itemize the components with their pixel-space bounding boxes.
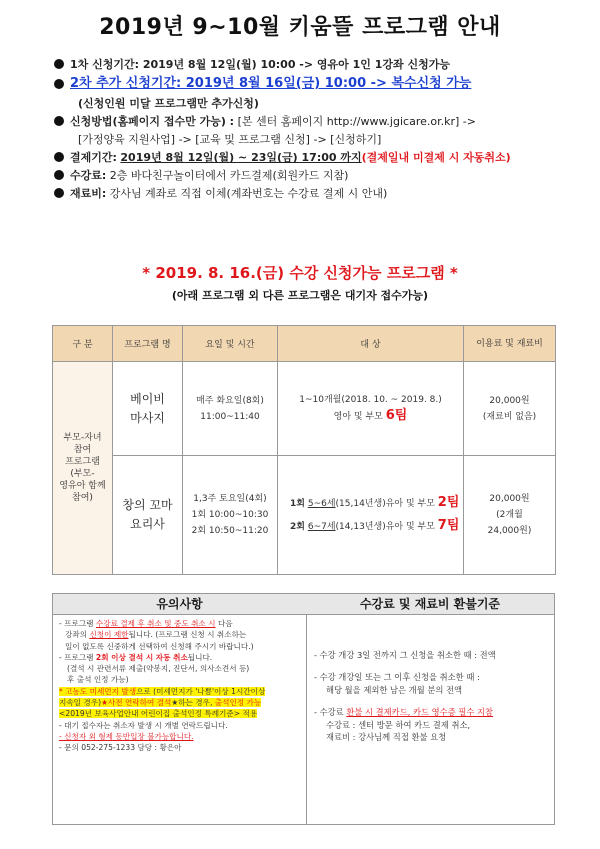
second-round-note: (신청인원 미달 프로그램만 추가신청): [78, 97, 259, 110]
bullet-dot-icon: [54, 152, 64, 162]
program-table: [52, 325, 556, 575]
bullet-fee: 수강료: 2층 바다친구놀이터에서 카드결제(회원카드 지참): [52, 169, 582, 182]
bullet-dot-icon: [54, 116, 64, 126]
header-fee: 이용료 및 재료비: [464, 326, 556, 362]
notes-box: [52, 593, 555, 825]
section-title: * 2019. 8. 16.(금) 수강 신청가능 프로그램 *: [142, 264, 458, 282]
bullet-method: 신청방법(홈페이지 접수만 가능) : [본 센터 홈페이지 http://www.jgicare.or.kr] ->: [52, 115, 582, 128]
program-name: 베이비 마사지: [113, 362, 183, 456]
bullet-second-round: 2차 추가 신청기간: 2019년 8월 16일(금) 10:00 -> 복수신청 가능: [52, 76, 582, 92]
program-target: 1회 5~6세(15,14년생)유아 및 부모 2팀 2회 6~7세(14,13년생)유아 및 부모 7팀: [278, 456, 464, 575]
header-category: 구 분: [53, 326, 113, 362]
bullet-dot-icon: [54, 188, 64, 198]
header-target: 대 상: [278, 326, 464, 362]
refund-panel: [306, 594, 554, 824]
bullet-payment-period: 결제기간: 2019년 8월 12일(월) ~ 23일(금) 17:00 까지(결제일내 미결제 시 자동취소): [52, 151, 582, 164]
category-cell: 부모-자녀 참여 프로그램 (부모- 영유아 함께 참여): [53, 362, 113, 575]
bullet-first-round: 1차 신청기간: 2019년 8월 12일(월) 10:00 -> 영유아 1인 1강좌 신청가능: [52, 58, 582, 71]
info-bullets: [52, 58, 582, 205]
page-title: 2019년 9~10월 키움뜰 프로그램 안내: [99, 15, 501, 40]
precautions-panel: [53, 594, 307, 824]
precautions-list: - 프로그램 수강료 결제 후 취소 및 중도 취소 시 다음 강좌의 신청이 제한됩니다. (프로그램 신청 시 취소하는 일이 없도록 신중하게 선택하여 신청해 주시기 바랍니다.) - 프로그램 2회 이상 결석 시 자동 취소됩니다. (결석 시 관련서류 제출(약봉지, 진단서, 의사소견서 등) 후 출석 인정 가능) * 고농도 미세먼지 발생으로 (미세먼지가 '나쁨'이상 1시간이상 지속일 경우)★사전 연락하여 결석★하는 경우, 출석인정 가능 <2019년 보육사업안내 어린이집 출석인정 특례기준> 적용 - 대기 접수자는 취소자 발생 시 개별 연락드립니다. - 신청자 외 형제 동반입장 불가능합니다. - 문의 052-275-1233 담당 : 황은아: [59, 619, 266, 753]
program-time: 1,3주 토요일(4회) 1회 10:00~10:30 2회 10:50~11:20: [183, 456, 278, 575]
program-time: 매주 화요일(8회) 11:00~11:40: [183, 362, 278, 456]
homepage-link[interactable]: [본 센터 홈페이지 http://www.jgicare.or.kr] ->: [237, 115, 476, 128]
header-program-name: 프로그램 명: [113, 326, 183, 362]
program-fee: 20,000원 (재료비 없음): [464, 362, 556, 456]
method-steps: [가정양육 지원사업] -> [교육 및 프로그램 신청] -> [신청하기]: [78, 133, 382, 146]
precautions-title: 유의사항: [53, 594, 306, 615]
table-row: [53, 362, 556, 456]
refund-title: 수강료 및 재료비 환불기준: [306, 594, 554, 615]
bullet-material-fee: 재료비: 강사님 계좌로 직접 이체(계좌번호는 수강료 결제 시 안내): [52, 187, 582, 200]
refund-list: - 수강 개강 3일 전까지 그 신청을 취소한 때 : 전액 - 수강 개강일 또는 그 이후 신청을 취소한 때 : 해당 월을 제외한 남은 개월 분의 전액 - 수강료 환불 시 결제카드, 카드 영수증 필수 지참 수강료 : 센터 방문 하여 카드 결제 취소, 재료비 : 강사님께 직접 환불 요청: [314, 650, 496, 743]
program-name: 창의 꼬마 요리사: [113, 456, 183, 575]
program-fee: 20,000원 (2개월 24,000원): [464, 456, 556, 575]
table-row: [53, 456, 556, 575]
section-note: (아래 프로그램 외 다른 프로그램은 대기자 접수가능): [171, 289, 429, 302]
table-header-row: [53, 326, 556, 362]
bullet-dot-icon: [54, 59, 64, 69]
program-target: 1~10개월(2018. 10. ~ 2019. 8.) 영아 및 부모 6팀: [278, 362, 464, 456]
bullet-dot-icon: [54, 79, 64, 89]
header-time: 요일 및 시간: [183, 326, 278, 362]
bullet-dot-icon: [54, 170, 64, 180]
